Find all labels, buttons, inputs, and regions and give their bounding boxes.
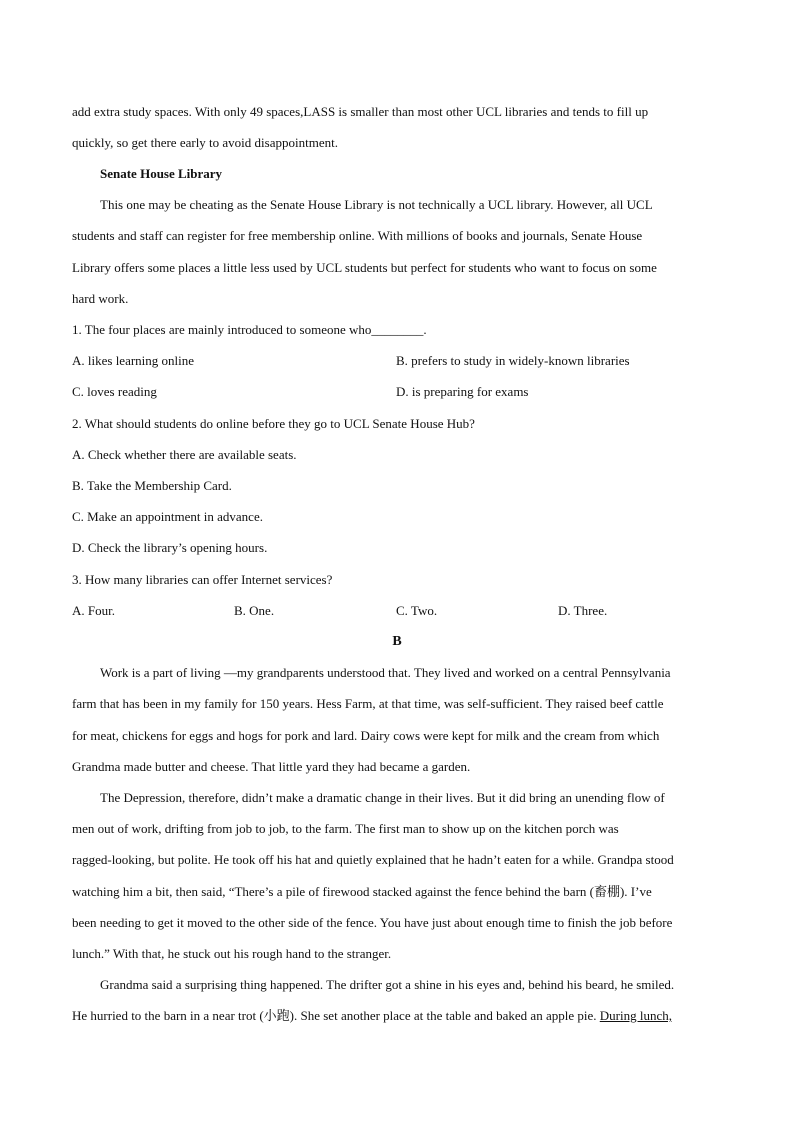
text-line: Grandma said a surprising thing happened. The drifter got a shine in his eyes and, behind his beard, he smiled. [100,977,675,992]
text-line: lunch.” With that, he stuck out his rough hand to the stranger. [72,946,392,961]
answer-option: D. is preparing for exams [396,384,529,399]
answer-option: B. One. [234,603,275,618]
question-stem: 2. What should students do online before they go to UCL Senate House Hub? [72,416,475,431]
answer-option: A. likes learning online [72,353,195,368]
text-line: quickly, so get there early to avoid disappointment. [72,135,338,150]
answer-option: A. Four. [72,603,115,618]
answer-option: A. Check whether there are available seats. [72,447,297,462]
question-stem: 1. The four places are mainly introduced to someone who________. [72,322,427,337]
text-line: been needing to get it moved to the other side of the fence. You have just about enough time to finish the job before [72,915,673,930]
text-line: add extra study spaces. With only 49 spaces,LASS is smaller than most other UCL libraries and tends to fill up [72,104,649,119]
answer-option: C. Two. [396,603,438,618]
answer-option: D. Three. [558,603,608,618]
text-line [72,1008,722,1024]
text-line: ragged-looking, but polite. He took off his hat and quietly explained that he hadn’t eaten for a while. Grandpa stood [72,852,674,867]
underlined-text: During lunch, [599,1008,672,1023]
text-line: men out of work, drifting from job to job, to the farm. The first man to show up on the kitchen porch was [72,821,619,836]
text-line: farm that has been in my family for 150 years. Hess Farm, at that time, was self-sufficient. They raised beef cattle [72,696,664,711]
text-line: students and staff can register for free membership online. With millions of books and journals, Senate House [72,228,643,243]
passage-title: B [392,634,402,649]
answer-option: D. Check the library’s opening hours. [72,540,268,555]
text-line: hard work. [72,291,129,306]
question-stem: 3. How many libraries can offer Internet services? [72,572,333,587]
text-line: Library offers some places a little less used by UCL students but perfect for students who want to focus on some [72,260,657,275]
text-line: Work is a part of living —my grandparents understood that. They lived and worked on a central Pennsylvania [100,665,671,680]
text-line: This one may be cheating as the Senate House Library is not technically a UCL library. However, all UCL [100,197,653,212]
text-segment: He hurried to the barn in a near trot (小跑). She set another place at the table and baked an apple pie. [72,1008,600,1023]
text-line: watching him a bit, then said, “There’s a pile of firewood stacked against the fence behind the barn (畜棚). I’ve [72,884,652,899]
answer-option: B. Take the Membership Card. [72,478,232,493]
answer-option: B. prefers to study in widely-known libraries [396,353,630,368]
answer-option: C. loves reading [72,384,157,399]
text-line: for meat, chickens for eggs and hogs for pork and lard. Dairy cows were kept for milk and the cream from which [72,728,660,743]
text-line: The Depression, therefore, didn’t make a dramatic change in their lives. But it did bring an unending flow of [100,790,665,805]
section-heading: Senate House Library [100,166,223,181]
answer-option: C. Make an appointment in advance. [72,509,263,524]
text-line: Grandma made butter and cheese. That little yard they had became a garden. [72,759,471,774]
